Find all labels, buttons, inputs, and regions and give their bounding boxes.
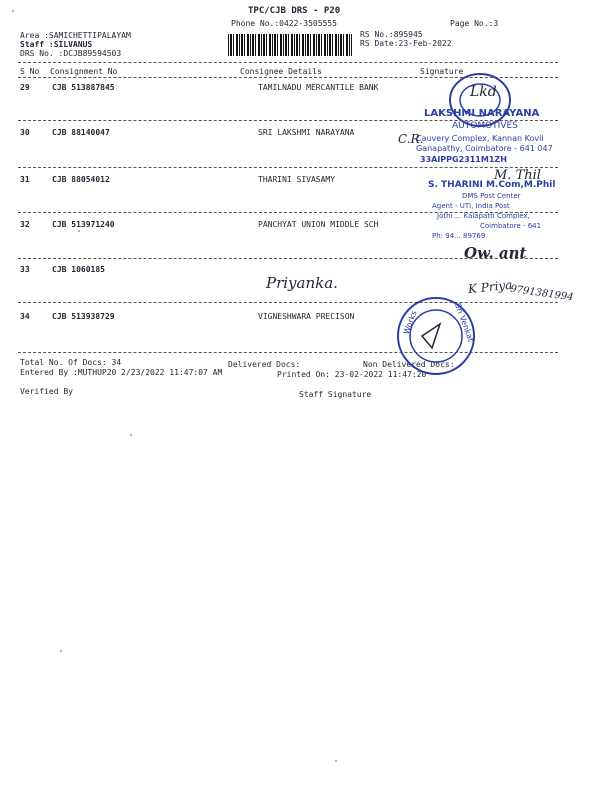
signature-row-30: C.R. xyxy=(398,132,424,146)
staff-signature-label: Staff Signature xyxy=(299,390,372,399)
column-header-consignee: Consignee Details xyxy=(240,67,322,76)
stamp-tharini-line: Jothi ... Kalapatti Complex, xyxy=(437,212,530,220)
stamp-address-line: Ganapathy, Coimbatore - 641 047 xyxy=(416,144,553,153)
scan-speck xyxy=(78,230,80,232)
stamp-gst-number: 33AIPPG2311M1ZH xyxy=(420,155,507,164)
phone-number: Phone No.:0422-3505555 xyxy=(231,19,337,28)
area-label: Area :SAMICHETTIPALAYAM xyxy=(20,31,131,40)
signature-row-31: M. Thil xyxy=(494,168,541,183)
scan-speck xyxy=(60,650,62,652)
entered-by: Entered By :MUTHUP20 2/23/2022 11:47:07 AM xyxy=(20,368,223,377)
row-consignee: PANCHYAT UNION MIDDLE SCH xyxy=(258,220,379,229)
row-sno: 31 xyxy=(20,175,30,184)
drs-number: DRS No. :DCJB89594503 xyxy=(20,49,122,58)
stamp-tharini-line: Agent - UTI, India Post xyxy=(432,202,510,210)
row-consignee: SRI LAKSHMI NARAYANA xyxy=(258,128,355,137)
scan-speck xyxy=(12,10,14,12)
stamp-company-name: LAKSHMI NARAYANA xyxy=(424,108,540,119)
total-docs: Total No. Of Docs: 34 xyxy=(20,358,122,367)
scan-speck xyxy=(335,760,337,762)
divider xyxy=(18,167,558,168)
signature-row-32: Ow. ant xyxy=(464,244,527,262)
rs-date: RS Date:23-Feb-2022 xyxy=(360,39,452,48)
signature-row-29: Lkd xyxy=(470,84,497,100)
row-consignee: TAMILNADU MERCANTILE BANK xyxy=(258,83,379,92)
printed-on: Printed On: 23-02-2022 11:47:20 xyxy=(277,370,427,379)
row-consignment: CJB 513971240 xyxy=(52,220,115,229)
stamp-tharini-line: DMS Post Center xyxy=(462,192,521,200)
non-delivered-docs: Non Delivered Docs: xyxy=(363,360,455,369)
row-sno: 33 xyxy=(20,265,30,274)
row-sno: 34 xyxy=(20,312,30,321)
signature-row-33: Priyanka. xyxy=(266,274,338,292)
staff-label: Staff :SILVANUS xyxy=(20,40,93,49)
row-consignment: CJB 1060185 xyxy=(52,265,105,274)
stamp-round-text: Works xyxy=(401,309,419,336)
column-header-signature: Signature xyxy=(420,67,464,76)
verified-by: Verified By xyxy=(20,387,73,396)
table-row xyxy=(0,312,600,326)
rs-number: RS No.:895945 xyxy=(360,30,423,39)
stamp-round-text: Sri Venkat xyxy=(453,301,476,344)
row-consignment: CJB 513887845 xyxy=(52,83,115,92)
stamp-tharini-line: Ph: 94... 89769 xyxy=(432,232,486,240)
stamp-tharini-line: Coimbatore - 641 xyxy=(480,222,542,230)
page-number: Page No.:3 xyxy=(450,19,499,28)
row-consignee: THARINI SIVASAMY xyxy=(258,175,336,184)
row-consignment: CJB 513938729 xyxy=(52,312,115,321)
row-sno: 29 xyxy=(20,83,30,92)
row-sno: 32 xyxy=(20,220,30,229)
divider xyxy=(18,62,558,63)
column-header-sno: S No xyxy=(20,67,40,76)
stamp-address-line: Cauvery Complex, Kannan Kovil xyxy=(416,134,544,143)
stamp-tharini-name: S. THARINI M.Com,M.Phil xyxy=(428,180,556,190)
scan-speck xyxy=(130,434,132,436)
barcode-image xyxy=(228,34,352,56)
handwritten-phone: 9791381994 xyxy=(509,283,575,304)
row-consignment: CJB 88140047 xyxy=(52,128,110,137)
signature-row-33-alt: K Priya xyxy=(467,277,513,297)
column-header-consignment: Consignment No xyxy=(50,67,118,76)
delivered-docs: Delivered Docs: xyxy=(228,360,301,369)
stamp-company-sub: AUTOMOTIVES xyxy=(452,121,518,131)
row-sno: 30 xyxy=(20,128,30,137)
document-title: TPC/CJB DRS - P20 xyxy=(248,6,341,16)
row-consignment: CJB 88054012 xyxy=(52,175,110,184)
row-consignee: VIGNESHWARA PRECISON xyxy=(258,312,355,321)
